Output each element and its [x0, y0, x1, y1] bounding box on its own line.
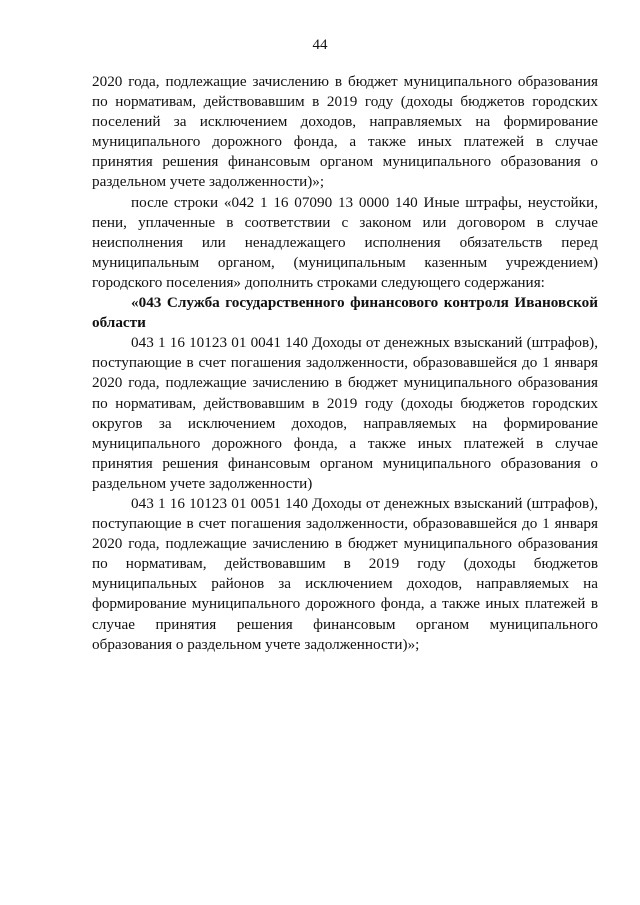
- document-body: [92, 72, 598, 655]
- paragraph-income-code-0041: 043 1 16 10123 01 0041 140 Доходы от денежных взысканий (штрафов), поступающие в счет погашения задолженности, образовавшейся до 1 января 2020 года, подлежащие зачислению в бюджет муниципального образования по нормативам, действовавшим в 2019 году (доходы бюджетов городских округов за исключением доходов, направляемых на формирование муниципального дорожного фонда, а также иных платежей в случае принятия решения финансовым органом муниципального образования о раздельном учете задолженности): [92, 334, 598, 492]
- paragraph-after-line: после строки «042 1 16 07090 13 0000 140 Иные штрафы, неустойки, пени, уплаченные в соответствии с законом или договором в случае неисполнения или ненадлежащего исполнения обязательств перед муниципальным органом, (муниципальным казенным учреждением) городского поселения» дополнить строками следующего содержания:: [92, 193, 598, 291]
- page-number: 44: [312, 37, 328, 53]
- paragraph-continuation: 2020 года, подлежащие зачислению в бюджет муниципального образования по нормативам, действовавшим в 2019 году (доходы бюджетов городских поселений за исключением доходов, направляемых на формирование муниципального дорожного фонда, а также иных платежей в случае принятия решения финансовым органом муниципального образования о раздельном учете задолженности)»;: [92, 73, 598, 191]
- paragraph-income-code-0051: 043 1 16 10123 01 0051 140 Доходы от денежных взысканий (штрафов), поступающие в счет погашения задолженности, образовавшейся до 1 января 2020 года, подлежащие зачислению в бюджет муниципального образования по нормативам, действовавшим в 2019 году (доходы бюджетов муниципальных районов за исключением доходов, направляемых на формирование муниципального дорожного фонда, а также иных платежей в случае принятия решения финансовым органом муниципального образования о раздельном учете задолженности)»;: [92, 494, 598, 653]
- section-heading: «043 Служба государственного финансового контроля Ивановской области: [92, 294, 598, 332]
